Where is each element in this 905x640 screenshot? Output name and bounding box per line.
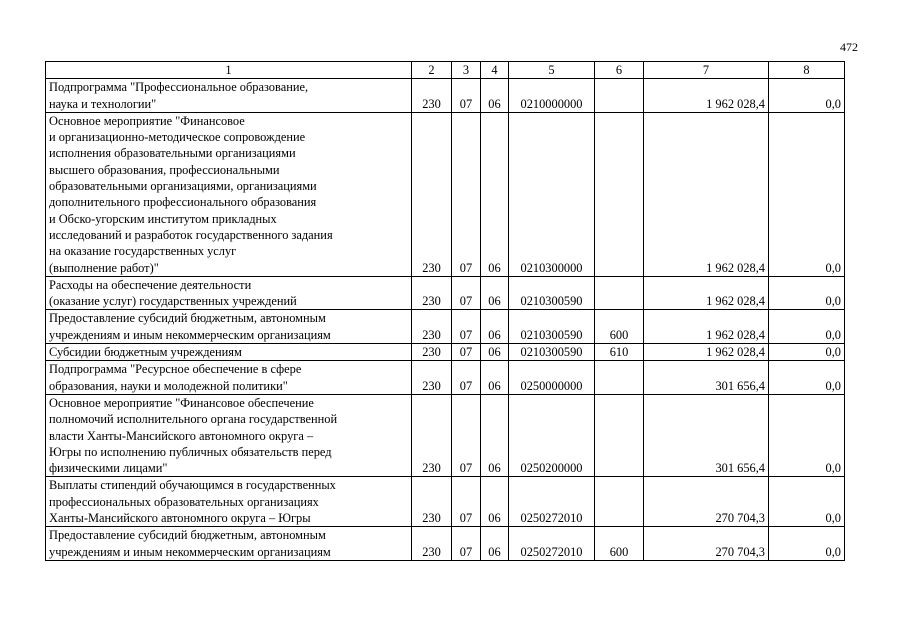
row-name: Выплаты стипендий обучающимся в государственных профессиональных образовательных организациях Ханты-Мансийского автономного округа – Югры — [46, 477, 412, 527]
cell-section: 07 — [452, 527, 481, 561]
row-name: Подпрограмма "Ресурсное обеспечение в сфере образования, науки и молодежной политики" — [46, 361, 412, 395]
cell-amount: 1 962 028,4 — [644, 310, 769, 344]
column-header: 8 — [769, 62, 845, 79]
cell-target-code: 0250272010 — [509, 477, 595, 527]
cell-admin-code: 230 — [412, 79, 452, 113]
cell-expense-type: 600 — [595, 527, 644, 561]
cell-target-code: 0210300590 — [509, 276, 595, 310]
cell-subsection: 06 — [481, 344, 509, 361]
cell-expense-type — [595, 394, 644, 476]
cell-admin-code: 230 — [412, 310, 452, 344]
table-row — [46, 361, 845, 395]
cell-expense-type — [595, 477, 644, 527]
cell-subsection: 06 — [481, 394, 509, 476]
cell-admin-code: 230 — [412, 527, 452, 561]
cell-subsection: 06 — [481, 527, 509, 561]
cell-amount: 1 962 028,4 — [644, 344, 769, 361]
cell-subsection: 06 — [481, 477, 509, 527]
table-row — [46, 477, 845, 527]
cell-subsection: 06 — [481, 276, 509, 310]
cell-admin-code: 230 — [412, 276, 452, 310]
cell-subsection: 06 — [481, 112, 509, 276]
table-row — [46, 310, 845, 344]
cell-target-code: 0210300590 — [509, 310, 595, 344]
cell-section: 07 — [452, 361, 481, 395]
row-name: Предоставление субсидий бюджетным, автономным учреждениям и иным некоммерческим организациям — [46, 310, 412, 344]
cell-subsection: 06 — [481, 79, 509, 113]
cell-target-code: 0250200000 — [509, 394, 595, 476]
cell-target-code: 0210000000 — [509, 79, 595, 113]
row-name: Предоставление субсидий бюджетным, автономным учреждениям и иным некоммерческим организациям — [46, 527, 412, 561]
cell-section: 07 — [452, 79, 481, 113]
cell-amount: 1 962 028,4 — [644, 112, 769, 276]
column-header: 6 — [595, 62, 644, 79]
cell-amount-2: 0,0 — [769, 527, 845, 561]
cell-amount-2: 0,0 — [769, 112, 845, 276]
cell-amount-2: 0,0 — [769, 310, 845, 344]
cell-expense-type — [595, 79, 644, 113]
cell-amount: 1 962 028,4 — [644, 276, 769, 310]
column-header: 5 — [509, 62, 595, 79]
cell-section: 07 — [452, 477, 481, 527]
budget-table — [45, 61, 845, 561]
table-row — [46, 394, 845, 476]
row-name: Субсидии бюджетным учреждениям — [46, 344, 412, 361]
cell-section: 07 — [452, 344, 481, 361]
cell-amount-2: 0,0 — [769, 477, 845, 527]
cell-section: 07 — [452, 112, 481, 276]
cell-target-code: 0250000000 — [509, 361, 595, 395]
cell-amount-2: 0,0 — [769, 344, 845, 361]
table-row — [46, 344, 845, 361]
column-header: 4 — [481, 62, 509, 79]
cell-admin-code: 230 — [412, 344, 452, 361]
cell-expense-type — [595, 361, 644, 395]
cell-amount-2: 0,0 — [769, 79, 845, 113]
cell-target-code: 0250272010 — [509, 527, 595, 561]
cell-expense-type: 600 — [595, 310, 644, 344]
cell-target-code: 0210300000 — [509, 112, 595, 276]
row-name: Расходы на обеспечение деятельности (оказание услуг) государственных учреждений — [46, 276, 412, 310]
table-header-row — [46, 62, 845, 79]
row-name: Подпрограмма "Профессиональное образование, наука и технологии" — [46, 79, 412, 113]
cell-admin-code: 230 — [412, 112, 452, 276]
cell-subsection: 06 — [481, 361, 509, 395]
cell-target-code: 0210300590 — [509, 344, 595, 361]
cell-amount: 270 704,3 — [644, 477, 769, 527]
row-name: Основное мероприятие "Финансовое обеспечение полномочий исполнительного органа государственной власти Ханты-Мансийского автономного округа – Югры по исполнению публичных обязательств перед физическими лицами" — [46, 394, 412, 476]
cell-section: 07 — [452, 310, 481, 344]
cell-amount: 1 962 028,4 — [644, 79, 769, 113]
page-number: 472 — [840, 40, 858, 54]
table-row — [46, 276, 845, 310]
cell-subsection: 06 — [481, 310, 509, 344]
row-name: Основное мероприятие "Финансовое и организационно-методическое сопровождение исполнения образовательными организациями высшего образования, профессиональными образовательными организациями, организациями дополнительного профессионального образования и Обско-угорским институтом прикладных исследований и разработок государственного задания на оказание государственных услуг (выполнение работ)" — [46, 112, 412, 276]
cell-section: 07 — [452, 394, 481, 476]
column-header: 7 — [644, 62, 769, 79]
column-header: 2 — [412, 62, 452, 79]
cell-admin-code: 230 — [412, 477, 452, 527]
cell-amount-2: 0,0 — [769, 276, 845, 310]
cell-amount: 270 704,3 — [644, 527, 769, 561]
cell-expense-type — [595, 112, 644, 276]
table-row — [46, 527, 845, 561]
cell-expense-type — [595, 276, 644, 310]
table-row — [46, 79, 845, 113]
cell-amount-2: 0,0 — [769, 394, 845, 476]
table-row — [46, 112, 845, 276]
column-header: 1 — [46, 62, 412, 79]
cell-admin-code: 230 — [412, 394, 452, 476]
cell-amount: 301 656,4 — [644, 394, 769, 476]
cell-amount-2: 0,0 — [769, 361, 845, 395]
cell-section: 07 — [452, 276, 481, 310]
cell-admin-code: 230 — [412, 361, 452, 395]
column-header: 3 — [452, 62, 481, 79]
cell-amount: 301 656,4 — [644, 361, 769, 395]
cell-expense-type: 610 — [595, 344, 644, 361]
